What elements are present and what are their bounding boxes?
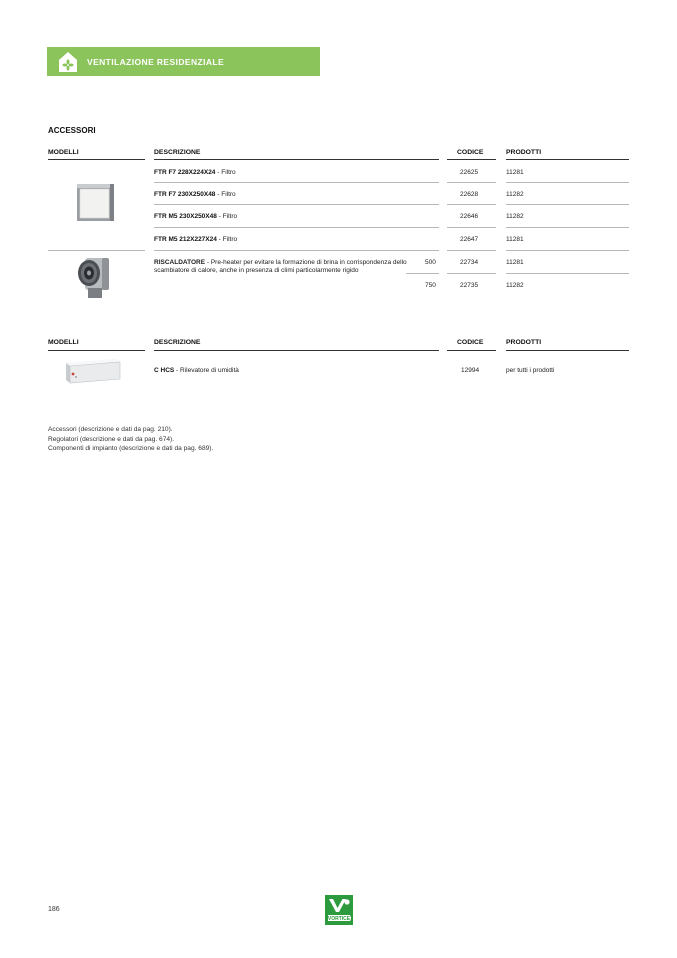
header-rule [154,159,439,160]
product-description: Pre-heater per evitare la formazione di brina in corrispondenza dello scambiatore di calore, anche in presenza di climi particolarmente rigido [154,259,407,274]
compatible-products: per tutti i prodotti [506,367,555,374]
row-divider [154,204,439,205]
product-description: Filtro [221,191,236,198]
product-code: 22735 [460,282,479,289]
vortice-logo [325,895,353,925]
humidity-sensor-image [64,357,122,385]
separator: - [216,213,223,220]
row-divider [447,182,496,183]
header-description: DESCRIZIONE [154,149,201,156]
product-code: 22625 [460,169,479,176]
row-divider [506,204,629,205]
header-rule [48,350,145,351]
header-code: CODICE [457,149,484,156]
compatible-products: 11281 [506,259,524,266]
footnote: Accessori (descrizione e dati da pag. 210). [48,426,173,433]
table-row [154,259,409,275]
row-divider [48,250,145,251]
table-row [154,191,236,198]
header-rule [506,159,629,160]
header-description: DESCRIZIONE [154,339,201,346]
header-models: MODELLI [48,149,79,156]
header-models: MODELLI [48,339,79,346]
product-code: 22647 [460,236,479,243]
row-divider [154,250,439,251]
row-divider [447,204,496,205]
row-divider [154,182,439,183]
product-code: 22734 [460,259,479,266]
product-name: C HCS [154,367,175,374]
filter-image [76,183,116,223]
row-divider [447,273,496,274]
product-code: 22628 [460,191,479,198]
row-divider [506,227,629,228]
compatible-products: 11282 [506,213,524,220]
product-description: Rilevatore di umidità [180,367,239,374]
header-products: PRODOTTI [506,339,542,346]
product-name: RISCALDATORE [154,259,206,266]
product-name: FTR M5 230X250X48 [154,213,217,220]
product-description: Filtro [221,169,236,176]
row-divider [447,250,496,251]
row-divider [406,273,439,274]
variant-size: 500 [425,259,436,266]
section-title: ACCESSORI [48,126,96,135]
header-rule [48,159,145,160]
product-name: FTR M5 212X227X24 [154,236,217,243]
product-code: 12994 [461,367,480,374]
header-products: PRODOTTI [506,149,542,156]
separator: - [215,169,222,176]
footnote: Regolatori (descrizione e dati da pag. 674). [48,435,175,443]
compatible-products: 11281 [506,236,524,243]
row-divider [154,227,439,228]
product-description: Filtro [222,236,238,243]
product-name: FTR F7 230X250X48 [154,191,216,198]
table-row [154,213,237,220]
variant-size: 750 [425,282,436,289]
footnotes [48,425,213,454]
separator: - [215,191,222,198]
header-rule [447,159,496,160]
table-row [154,169,236,176]
page-number: 186 [48,906,60,913]
compatible-products: 11282 [506,282,524,289]
separator: - [174,367,181,374]
svg-text:VORTICE: VORTICE [327,916,351,922]
header-rule [447,350,496,351]
row-divider [506,273,629,274]
product-description: Filtro [222,213,238,220]
separator: - [205,259,211,266]
row-divider [506,250,629,251]
product-code: 22646 [460,213,479,220]
product-name: FTR F7 228X224X24 [154,169,216,176]
house-fan-icon [58,51,78,73]
heater-image [76,255,114,299]
separator: - [216,236,223,243]
row-divider [506,182,629,183]
header-code: CODICE [457,339,484,346]
header-rule [506,350,629,351]
compatible-products: 11282 [506,191,524,198]
table-row [154,367,239,374]
banner-title: VENTILAZIONE RESIDENZIALE [87,57,225,67]
compatible-products: 11281 [506,169,524,176]
header-rule [154,350,439,351]
row-divider [447,227,496,228]
footnote: Componenti di impianto (descrizione e dati da pag. 689). [48,445,214,452]
table-row [154,236,237,243]
